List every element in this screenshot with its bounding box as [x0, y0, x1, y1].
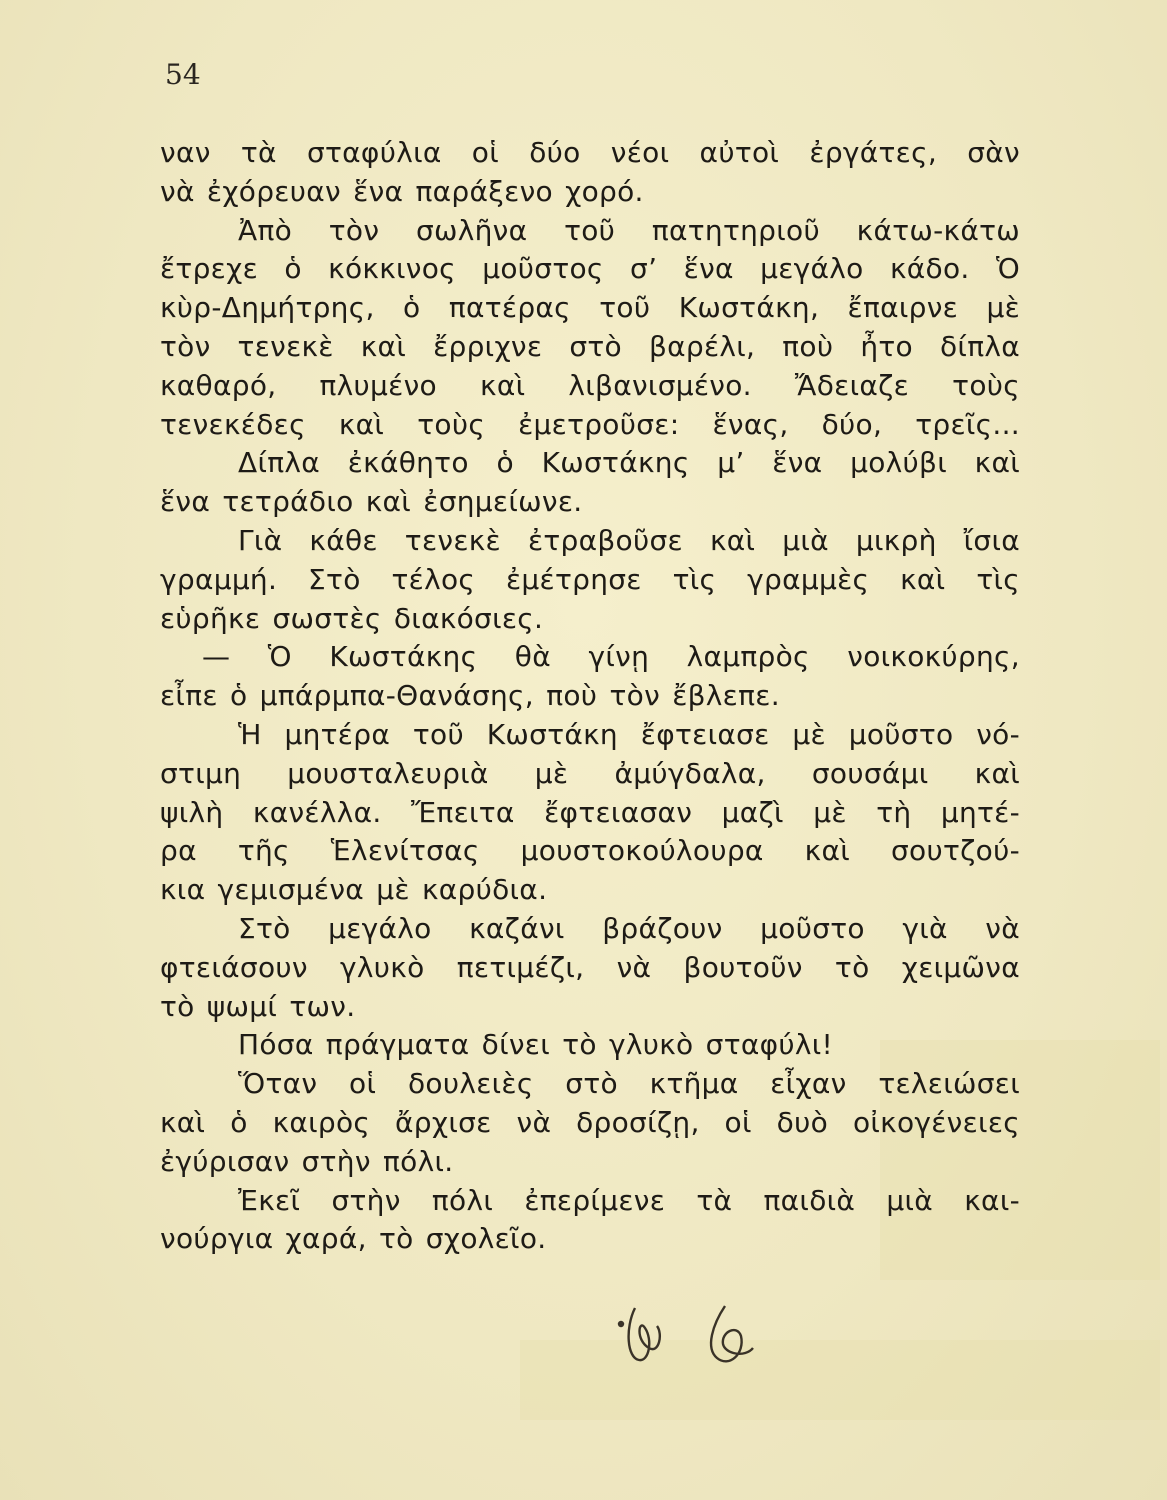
- text-line: φτειάσουν γλυκὸ πετιμέζι, νὰ βουτοῦν τὸ χειμῶνα: [160, 950, 1020, 984]
- text-line: τὸν τενεκὲ καὶ ἔρριχνε στὸ βαρέλι, ποὺ ἦτο δίπλα: [160, 329, 1020, 363]
- page-number: 54: [165, 58, 201, 91]
- text-line: ναν τὰ σταφύλια οἱ δύο νέοι αὐτοὶ ἐργάτες, σὰν: [160, 136, 1020, 169]
- text-line: γραμμή. Στὸ τέλος ἐμέτρησε τὶς γραμμὲς καὶ τὶς: [160, 562, 1020, 596]
- text-line: τενεκέδες καὶ τοὺς ἐμετροῦσε: ἕνας, δύο, τρεῖς...: [160, 407, 1020, 441]
- text-line: ἐγύρισαν στὴν πόλι.: [160, 1144, 454, 1178]
- text-line: Ἀπὸ τὸν σωλῆνα τοῦ πατητηριοῦ κάτω-κάτω: [238, 213, 1020, 247]
- text-line: κὺρ-Δημήτρης, ὁ πατέρας τοῦ Κωστάκη, ἔπαιρνε μὲ: [160, 291, 1020, 325]
- text-line: καὶ ὁ καιρὸς ἄρχισε νὰ δροσίζῃ, οἱ δυὸ οἰκογένειες: [160, 1105, 1020, 1139]
- text-line: τὸ ψωμί των.: [160, 989, 356, 1023]
- text-line: Ἐκεῖ στὴν πόλι ἐπερίμενε τὰ παιδιὰ μιὰ και-: [238, 1183, 1020, 1217]
- text-line: νούργια χαρά, τὸ σχολεῖο.: [160, 1222, 547, 1256]
- text-line: εὑρῆκε σωστὲς διακόσιες.: [160, 601, 544, 635]
- text-line: καθαρό, πλυμένο καὶ λιβανισμένο. Ἄδειαζε τοὺς: [160, 368, 1020, 402]
- text-line: ψιλὴ κανέλλα. Ἔπειτα ἔφτειασαν μαζὶ μὲ τὴ μητέ-: [160, 795, 1020, 829]
- text-line: Στὸ μεγάλο καζάνι βράζουν μοῦστο γιὰ νὰ: [238, 911, 1020, 945]
- text-line: — Ὁ Κωστάκης θὰ γίνῃ λαμπρὸς νοικοκύρης,: [202, 640, 1020, 674]
- text-line: κια γεμισμένα μὲ καρύδια.: [160, 873, 548, 907]
- handwritten-marks-icon: [605, 1288, 775, 1378]
- text-line: Δίπλα ἐκάθητο ὁ Κωστάκης μ’ ἕνα μολύβι καὶ: [238, 446, 1020, 480]
- text-line: Ὅταν οἱ δουλειὲς στὸ κτῆμα εἶχαν τελειώσει: [238, 1067, 1020, 1101]
- text-line: ρα τῆς Ἑλενίτσας μουστοκούλουρα καὶ σουτζού-: [160, 834, 1020, 868]
- text-line: Πόσα πράγματα δίνει τὸ γλυκὸ σταφύλι!: [238, 1028, 834, 1062]
- text-line: νὰ ἐχόρευαν ἕνα παράξενο χορό.: [160, 174, 644, 208]
- text-line: Ἡ μητέρα τοῦ Κωστάκη ἔφτειασε μὲ μοῦστο νό-: [238, 717, 1020, 751]
- text-line: ἔτρεχε ὁ κόκκινος μοῦστος σ’ ἕνα μεγάλο κάδο. Ὁ: [160, 252, 1020, 286]
- text-line: εἶπε ὁ μπάρμπα-Θανάσης, ποὺ τὸν ἔβλεπε.: [160, 679, 780, 713]
- text-line: στιμη μουσταλευριὰ μὲ ἀμύγδαλα, σουσάμι καὶ: [160, 756, 1020, 790]
- text-line: Γιὰ κάθε τενεκὲ ἐτραβοῦσε καὶ μιὰ μικρὴ ἴσια: [238, 523, 1020, 557]
- text-line: ἕνα τετράδιο καὶ ἐσημείωνε.: [160, 485, 583, 519]
- body-text: [160, 134, 1020, 1259]
